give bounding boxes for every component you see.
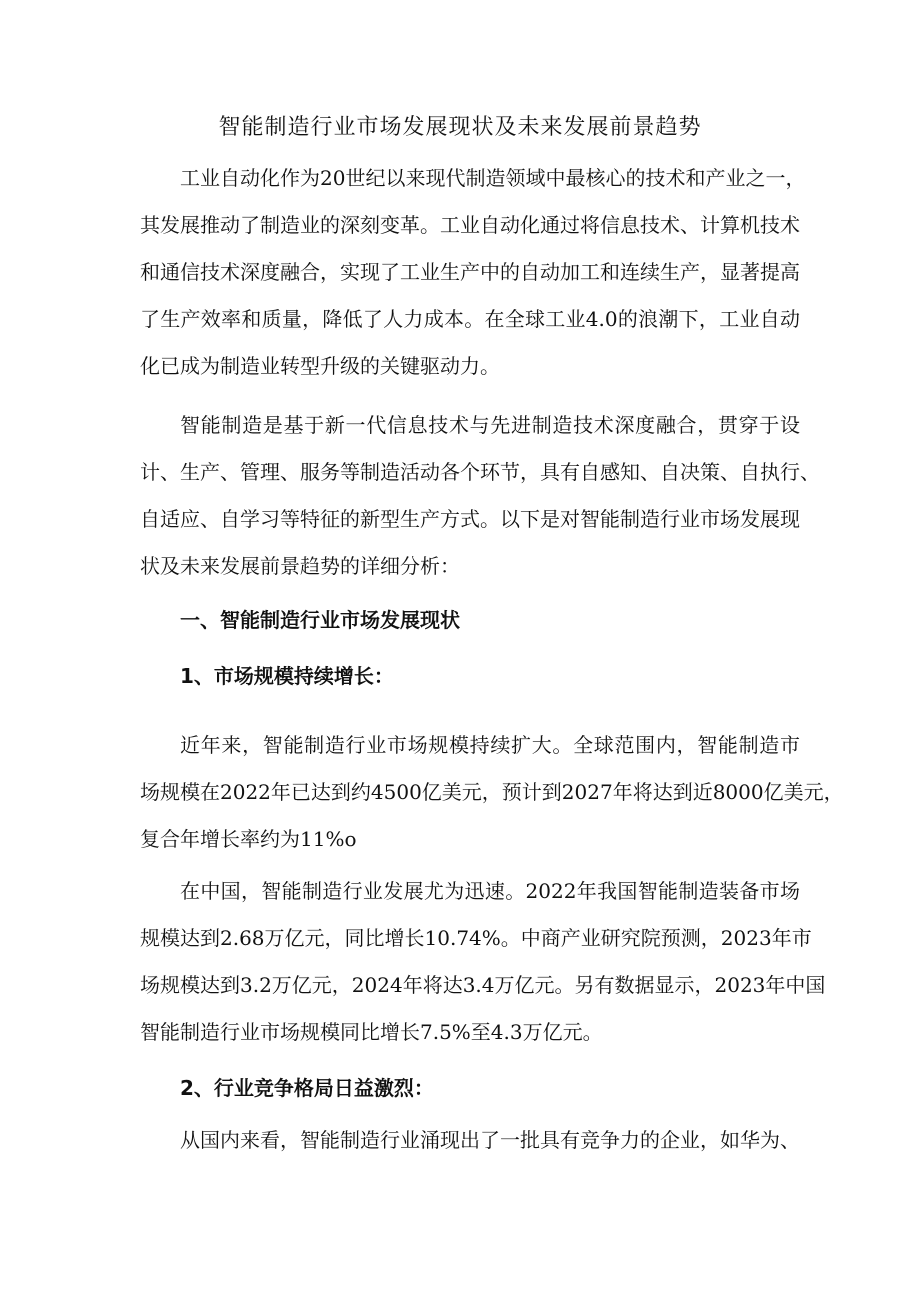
paragraph-domestic-competition [140,1117,800,1164]
paragraph-china-market-size [140,868,826,1056]
paragraph-line: 复合年增长率约为11%o [140,827,357,851]
paragraph-line: 化已成为制造业转型升级的关键驱动力。 [140,354,500,378]
paragraph-line: 计、生产、管理、服务等制造活动各个环节，具有自感知、自决策、自执行、 [140,460,820,484]
paragraph-line: 在中国，智能制造行业发展尤为迅速。2022年我国智能制造装备市场 [180,879,800,903]
paragraph-line: 智能制造是基于新一代信息技术与先进制造技术深度融合，贯穿于设 [180,413,800,437]
paragraph-line: 场规模达到3.2万亿元，2024年将达3.4万亿元。另有数据显示，2023年中国 [140,973,826,997]
paragraph-line: 智能制造行业市场规模同比增长7.5%至4.3万亿元。 [140,1020,603,1044]
paragraph-smart-manufacturing-definition [140,402,820,590]
subheading-competition: 2、行业竞争格局日益激烈： [180,1076,434,1100]
paragraph-line: 工业自动化作为20世纪以来现代制造领域中最核心的技术和产业之一， [180,166,806,190]
document-title: 智能制造行业市场发展现状及未来发展前景趋势 [218,115,702,140]
paragraph-line: 从国内来看，智能制造行业涌现出了一批具有竞争力的企业，如华为、 [180,1128,800,1152]
paragraph-line: 了生产效率和质量，降低了人力成本。在全球工业4.0的浪潮下，工业自动 [140,307,800,331]
paragraph-line: 和通信技术深度融合，实现了工业生产中的自动加工和连续生产，显著提高 [140,260,800,284]
subheading-market-size: 1、市场规模持续增长： [180,664,394,688]
paragraph-line: 规模达到2.68万亿元，同比增长10.74%。中商产业研究院预测，2023年市 [140,926,812,950]
paragraph-line: 状及未来发展前景趋势的详细分析： [140,554,460,578]
paragraph-industrial-automation [140,155,806,390]
paragraph-line: 其发展推动了制造业的深刻变革。工业自动化通过将信息技术、计算机技术 [140,213,800,237]
paragraph-line: 自适应、自学习等特征的新型生产方式。以下是对智能制造行业市场发展现 [140,507,800,531]
paragraph-line: 场规模在2022年已达到约4500亿美元，预计到2027年将达到近8000亿美元， [140,780,844,804]
paragraph-line: 近年来，智能制造行业市场规模持续扩大。全球范围内，智能制造市 [180,733,800,757]
paragraph-global-market-size [140,722,844,863]
section-heading-market-status: 一、智能制造行业市场发展现状 [180,608,460,632]
